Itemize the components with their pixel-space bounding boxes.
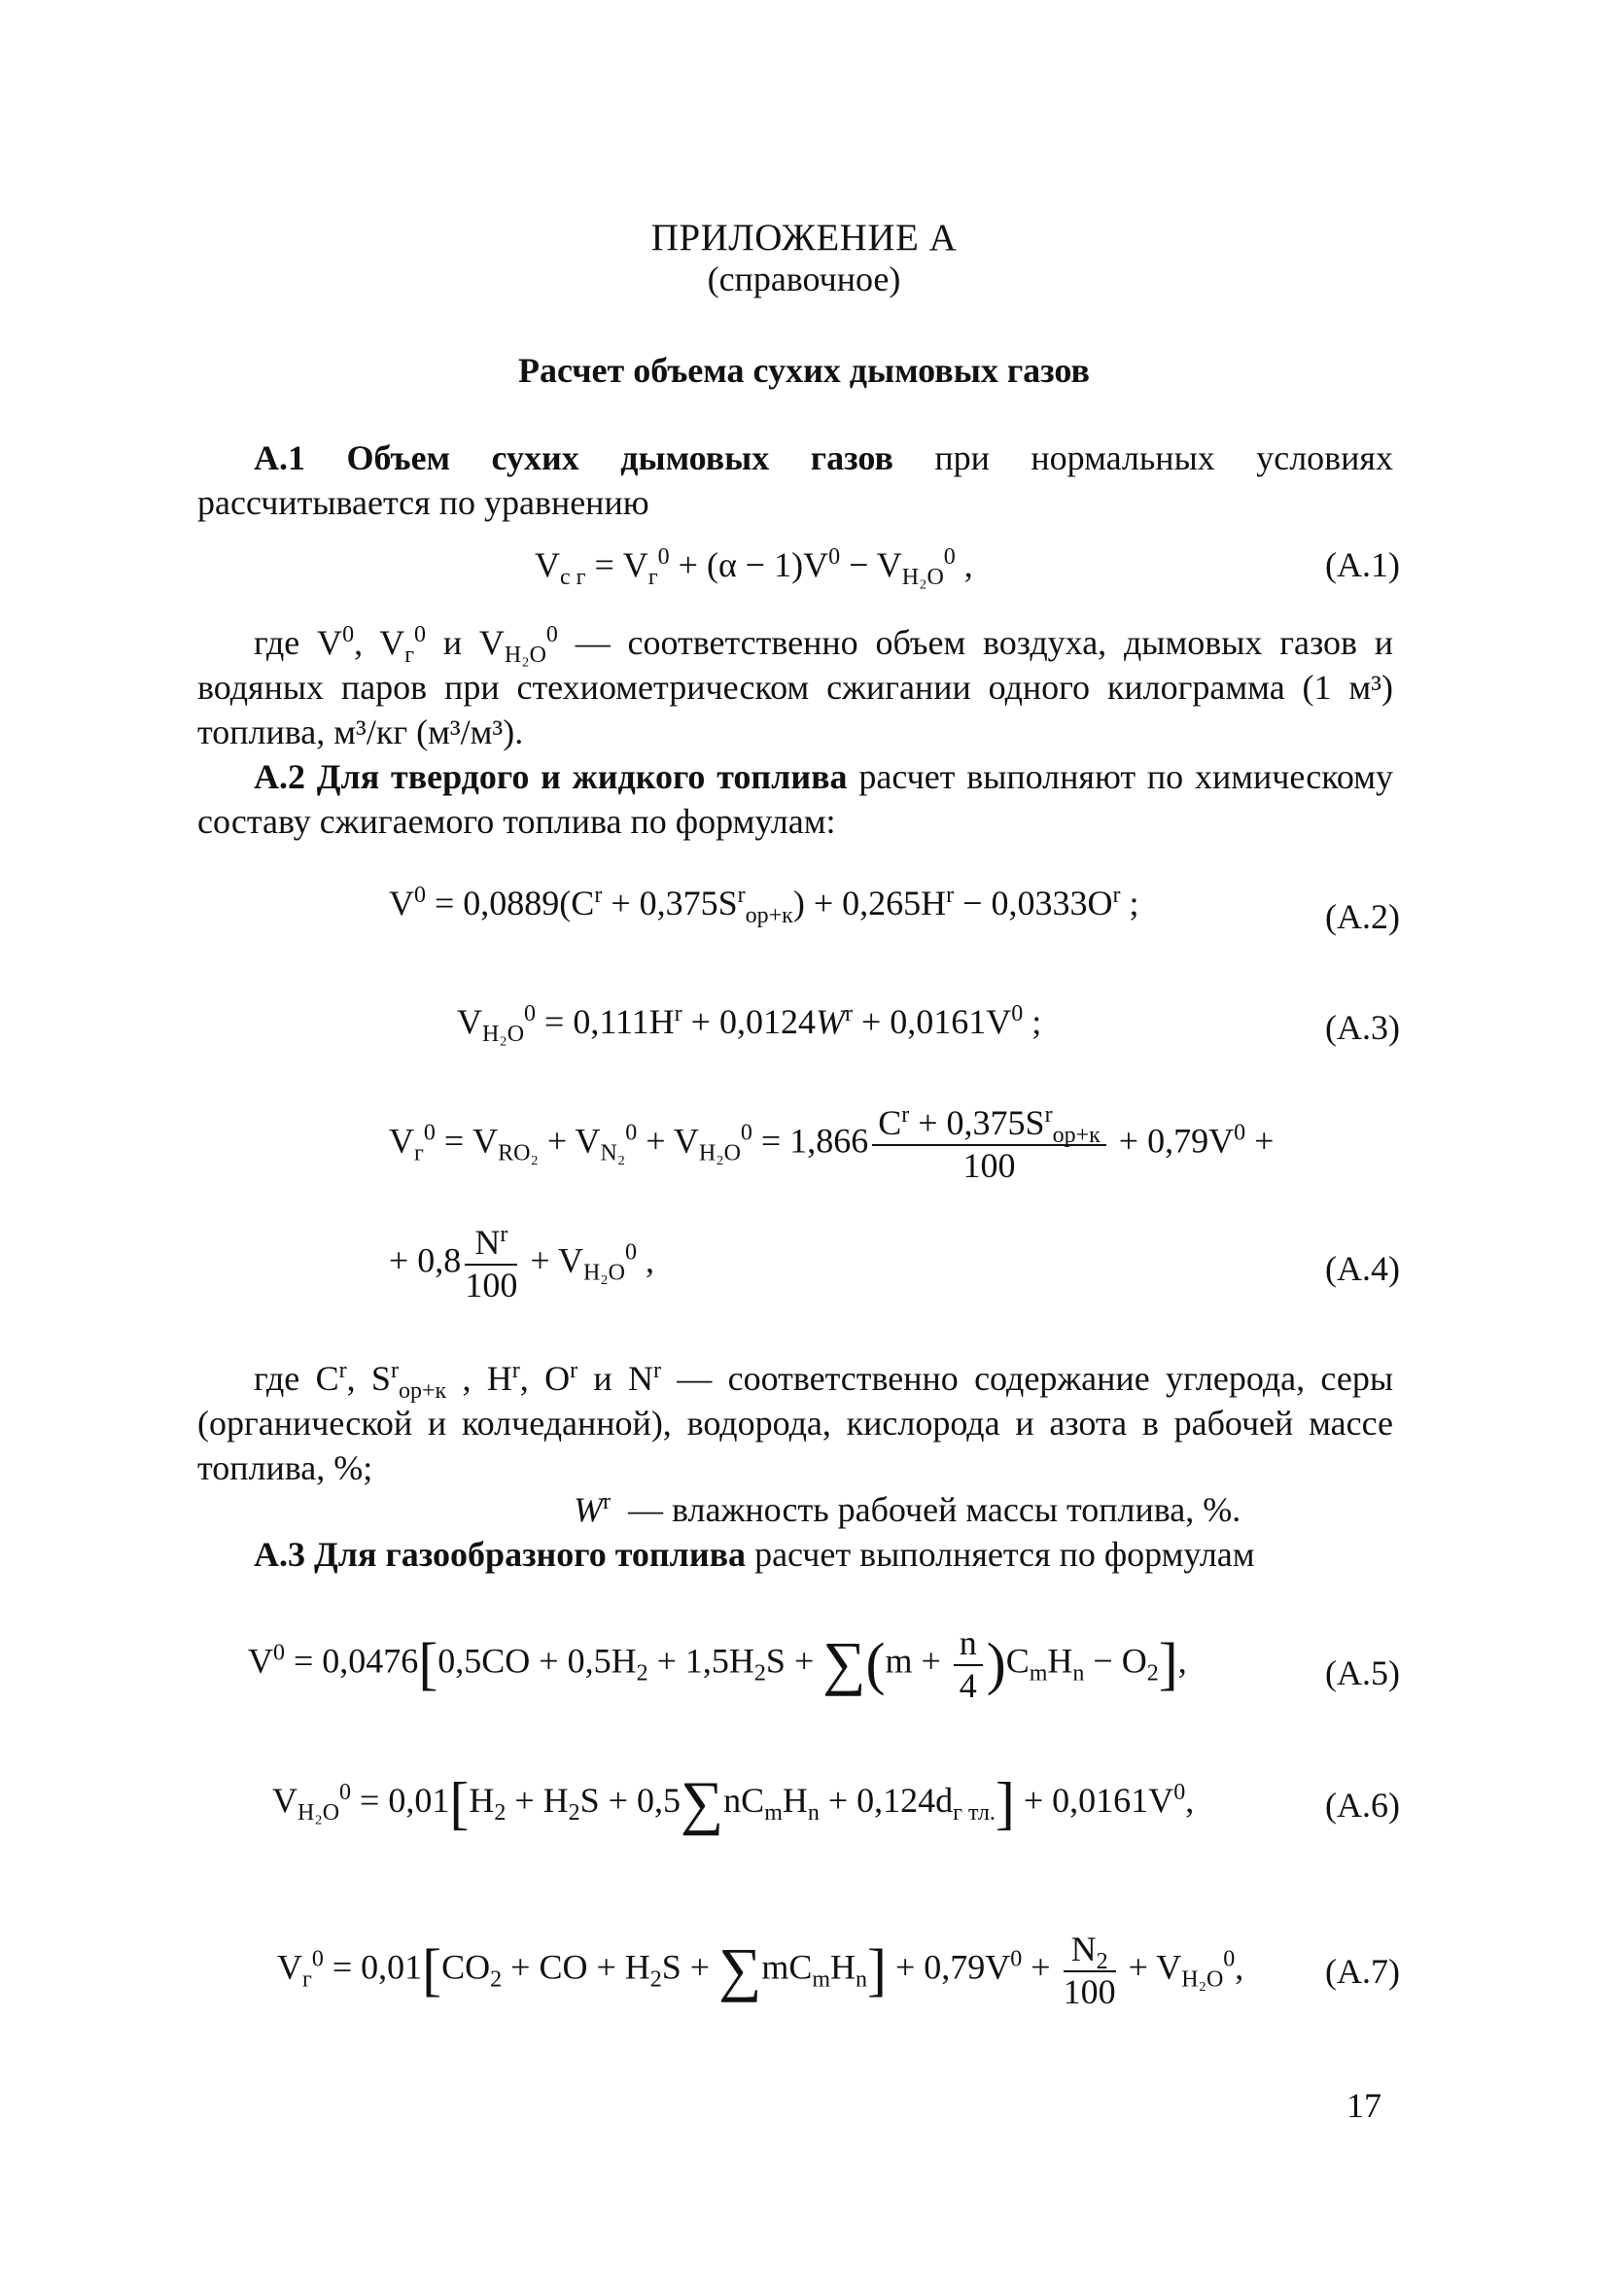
- equation-a5: [194, 1614, 1400, 1730]
- paragraph-a1: [197, 435, 1393, 525]
- paragraph-a3-label: А.3 Для газообразного топлива: [254, 1535, 747, 1574]
- fraction-nitrogen: $\frac{N^r}{100}$: [465, 1222, 518, 1305]
- paragraph-where-a4: где $C^r$, $S^r_{ор+к}$ , $H^r$, $O^r$ и $N^r$ — соответственно содержание углерода, серы (органической и колчеданной), водорода, кислорода и азота в рабочей массе топлива, %;: [197, 1358, 1394, 1487]
- equation-a7-formula: $V_г^0 = 0,01[CO_2$ + CO + $H_2S + \sum mC_mH_n] + 0,79V^0$ + $\frac{N_2}{100}$ + $V_{H_2O}^0$,: [277, 1930, 1244, 2011]
- equation-a1-number: (А.1): [1325, 545, 1400, 584]
- where-a1-text: — соответственно объем воздуха, дымовых газов и водяных паров при стехиометрическом сжигании одного килограмма (1 м³) топлива, м³/кг (м³/м³).: [197, 623, 1394, 751]
- equation-a4-formula-part2: + 0,8 $\frac{N^r}{100}$ + $V_{H_2O}^0$ ,: [389, 1222, 654, 1305]
- equation-a3: [194, 1001, 1400, 1079]
- equation-a5-number: (А.5): [1325, 1653, 1400, 1692]
- paragraph-a2-text: расчет выполняют по химическому составу сжигаемого топлива по формулам:: [197, 757, 1393, 841]
- paragraph-a3-text: расчет выполняется по формулам: [746, 1535, 1255, 1574]
- equation-a2-formula: $V^0 = 0,0889(C^r + 0,375S^r_{ор+к}) + 0,265H^r - 0,0333O^r$ ;: [389, 883, 1139, 929]
- equation-a5-formula: $V^0 = 0,0476[0,5CO + 0,5H_2 + 1,5H_2S + \sum(m$ + $\frac{n}{4}$ )$C_mH_n - O_2$],: [248, 1623, 1187, 1705]
- equation-a6-formula: $V_{H_2O}^0 = 0,01[H_2 + H_2S + 0,5\sum nC_mH_n + 0,124d_{г тл.}] + 0,0161V^0$,: [272, 1770, 1195, 1836]
- equation-a1: [194, 544, 1400, 622]
- paragraph-a1-label: А.1 Объем сухих дымовых газов: [254, 438, 893, 477]
- paragraph-where-a1: где $V^0$, $V_г^0$ и $V_{H_2O}^0$ — соответственно объем воздуха, дымовых газов и водяных паров при стехиометрическом сжигании одного килограмма (1 м³) топлива, м³/кг (м³/м³).: [197, 622, 1394, 751]
- equation-a4-line1: [194, 1103, 1400, 1210]
- fraction-n-over-4: $\frac{n}{4}$: [954, 1623, 983, 1705]
- equation-a6-number: (А.6): [1325, 1786, 1400, 1825]
- where-a4-text: — соответственно содержание углерода, серы (органической и колчеданной), водорода, кислорода и азота в рабочей массе топлива, %;: [197, 1359, 1394, 1487]
- paragraph-a1-text: при нормальных условиях рассчитывается по уравнению: [197, 438, 1393, 522]
- paragraph-a2-label: А.2 Для твердого и жидкого топлива: [254, 757, 848, 796]
- moisture-text: — влажность рабочей массы топлива, %.: [628, 1490, 1241, 1529]
- equation-a4-line2: [194, 1223, 1400, 1320]
- equation-a3-number: (А.3): [1325, 1008, 1400, 1047]
- paragraph-a2: [197, 754, 1393, 844]
- paragraph-a3: [197, 1532, 1393, 1577]
- equation-a7-number: (А.7): [1325, 1952, 1400, 1991]
- equation-a4-number: (А.4): [1325, 1249, 1400, 1288]
- equation-a2-number: (А.2): [1325, 897, 1400, 936]
- appendix-heading: ПРИЛОЖЕНИЕ А: [650, 217, 958, 259]
- equation-a6: [194, 1769, 1400, 1866]
- fraction-carbon-sulfur: $\frac{C^r + 0,375S^r_{ор+к}}{100}$: [872, 1103, 1106, 1185]
- paragraph-moisture: $W^r$ — влажность рабочей массы топлива, %.: [574, 1489, 1241, 1529]
- equation-a4-formula-part1: $V_г^0 = V_{RO_2} + V_{N_2}^0 + V_{H_2O}^0 = 1,866$ $\frac{C^r + 0,375S^r_{ор+к}}{100}$ + $0,79V^0$ +: [389, 1102, 1275, 1185]
- page-number: 17: [1346, 2086, 1381, 2125]
- equation-a1-formula: $V_{с г} = V_г^0 + (\alpha - 1)V^0 - V_{H_2O}^0$ ,: [535, 544, 973, 591]
- where-a1-prefix: где V: [254, 623, 343, 662]
- fraction-n2-over-100: $\frac{N_2}{100}$: [1063, 1930, 1116, 2011]
- section-title: Расчет объема сухих дымовых газов: [518, 351, 1090, 390]
- equation-a3-formula: $V_{H_2O}^0 = 0,111H^r + 0,0124W^r + 0,0161V^0$ ;: [457, 1001, 1042, 1048]
- equation-a2: [194, 883, 1400, 960]
- equation-a7: [194, 1930, 1400, 2036]
- appendix-subheading: (справочное): [707, 260, 901, 298]
